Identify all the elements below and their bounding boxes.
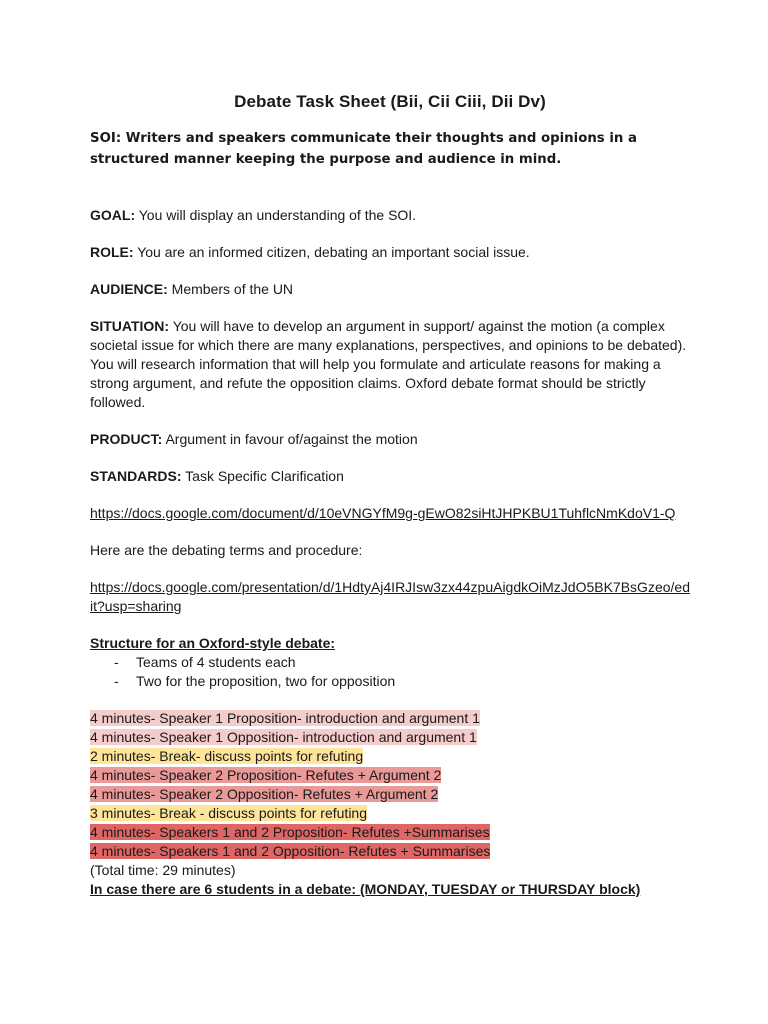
goal-paragraph <box>90 206 690 225</box>
procedure-link[interactable]: https://docs.google.com/presentation/d/1HdtyAj4IRJIsw3zx44zpuAigdkOiMzJdO5BK7BsGzeo/edit?usp=sharing <box>90 579 690 614</box>
timeline-text: 4 minutes- Speaker 2 Proposition- Refutes + Argument 2 <box>90 767 442 783</box>
role-text: You are an informed citizen, debating an important social issue. <box>133 244 530 260</box>
standards-paragraph <box>90 467 690 486</box>
timeline-row <box>90 842 690 861</box>
six-students-heading: In case there are 6 students in a debate: (MONDAY, TUESDAY or THURSDAY block) <box>90 881 641 897</box>
soi-statement: SOI: Writers and speakers communicate their thoughts and opinions in a structured manner keeping the purpose and audience in mind. <box>90 131 637 167</box>
standards-text: Task Specific Clarification <box>181 468 344 484</box>
role-label: ROLE: <box>90 244 134 260</box>
standards-label: STANDARDS: <box>90 468 182 484</box>
timeline-row <box>90 728 690 747</box>
product-label: PRODUCT: <box>90 431 163 447</box>
timeline-row <box>90 804 690 823</box>
clarification-link[interactable]: https://docs.google.com/document/d/10eVNGYfM9g-gEwO82siHtJHPKBU1TuhflcNmKdoV1-Q <box>90 505 676 521</box>
dash-bullet: - <box>114 673 119 689</box>
situation-text: You will have to develop an argument in support/ against the motion (a complex societal issue for which there are many explanations, perspectives, and opinions to be debated). You will research information that will help you formulate and articulate reasons for making a strong argument, and refute the opposition claims. Oxford debate format should be strictly followed. <box>90 318 687 410</box>
audience-text: Members of the UN <box>167 281 294 297</box>
timeline-text: 4 minutes- Speakers 1 and 2 Proposition- Refutes +Summarises <box>90 824 490 840</box>
timeline-row <box>90 709 690 728</box>
timeline-text: 2 minutes- Break- discuss points for refuting <box>90 748 364 764</box>
list-item <box>90 672 690 691</box>
role-paragraph <box>90 243 690 262</box>
timeline-text: 3 minutes- Break - discuss points for refuting <box>90 805 368 821</box>
structure-list <box>90 653 690 691</box>
page-title: Debate Task Sheet (Bii, Cii Ciii, Dii Dv) <box>234 92 546 111</box>
timeline-row <box>90 747 690 766</box>
timeline-row <box>90 766 690 785</box>
timeline-text: 4 minutes- Speakers 1 and 2 Opposition- Refutes + Summarises <box>90 843 491 859</box>
situation-paragraph <box>90 317 690 412</box>
total-time: (Total time: 29 minutes) <box>90 862 236 878</box>
audience-label: AUDIENCE: <box>90 281 168 297</box>
timeline-text: 4 minutes- Speaker 1 Proposition- introduction and argument 1 <box>90 710 480 726</box>
dash-bullet: - <box>114 654 119 670</box>
product-text: Argument in favour of/against the motion <box>162 431 418 447</box>
product-paragraph <box>90 430 690 449</box>
timeline-row <box>90 785 690 804</box>
timeline-text: 4 minutes- Speaker 1 Opposition- introduction and argument 1 <box>90 729 477 745</box>
list-item-text: Two for the proposition, two for opposition <box>136 673 396 689</box>
audience-paragraph <box>90 280 690 299</box>
list-item-text: Teams of 4 students each <box>136 654 296 670</box>
structure-heading: Structure for an Oxford-style debate: <box>90 635 336 651</box>
timeline-row <box>90 823 690 842</box>
document-page <box>90 92 690 899</box>
timeline-text: 4 minutes- Speaker 2 Opposition- Refutes + Argument 2 <box>90 786 439 802</box>
situation-label: SITUATION: <box>90 318 170 334</box>
debate-timeline <box>90 709 690 861</box>
goal-text: You will display an understanding of the SOI. <box>135 207 417 223</box>
list-item <box>90 653 690 672</box>
goal-label: GOAL: <box>90 207 136 223</box>
procedure-intro: Here are the debating terms and procedure: <box>90 542 363 558</box>
